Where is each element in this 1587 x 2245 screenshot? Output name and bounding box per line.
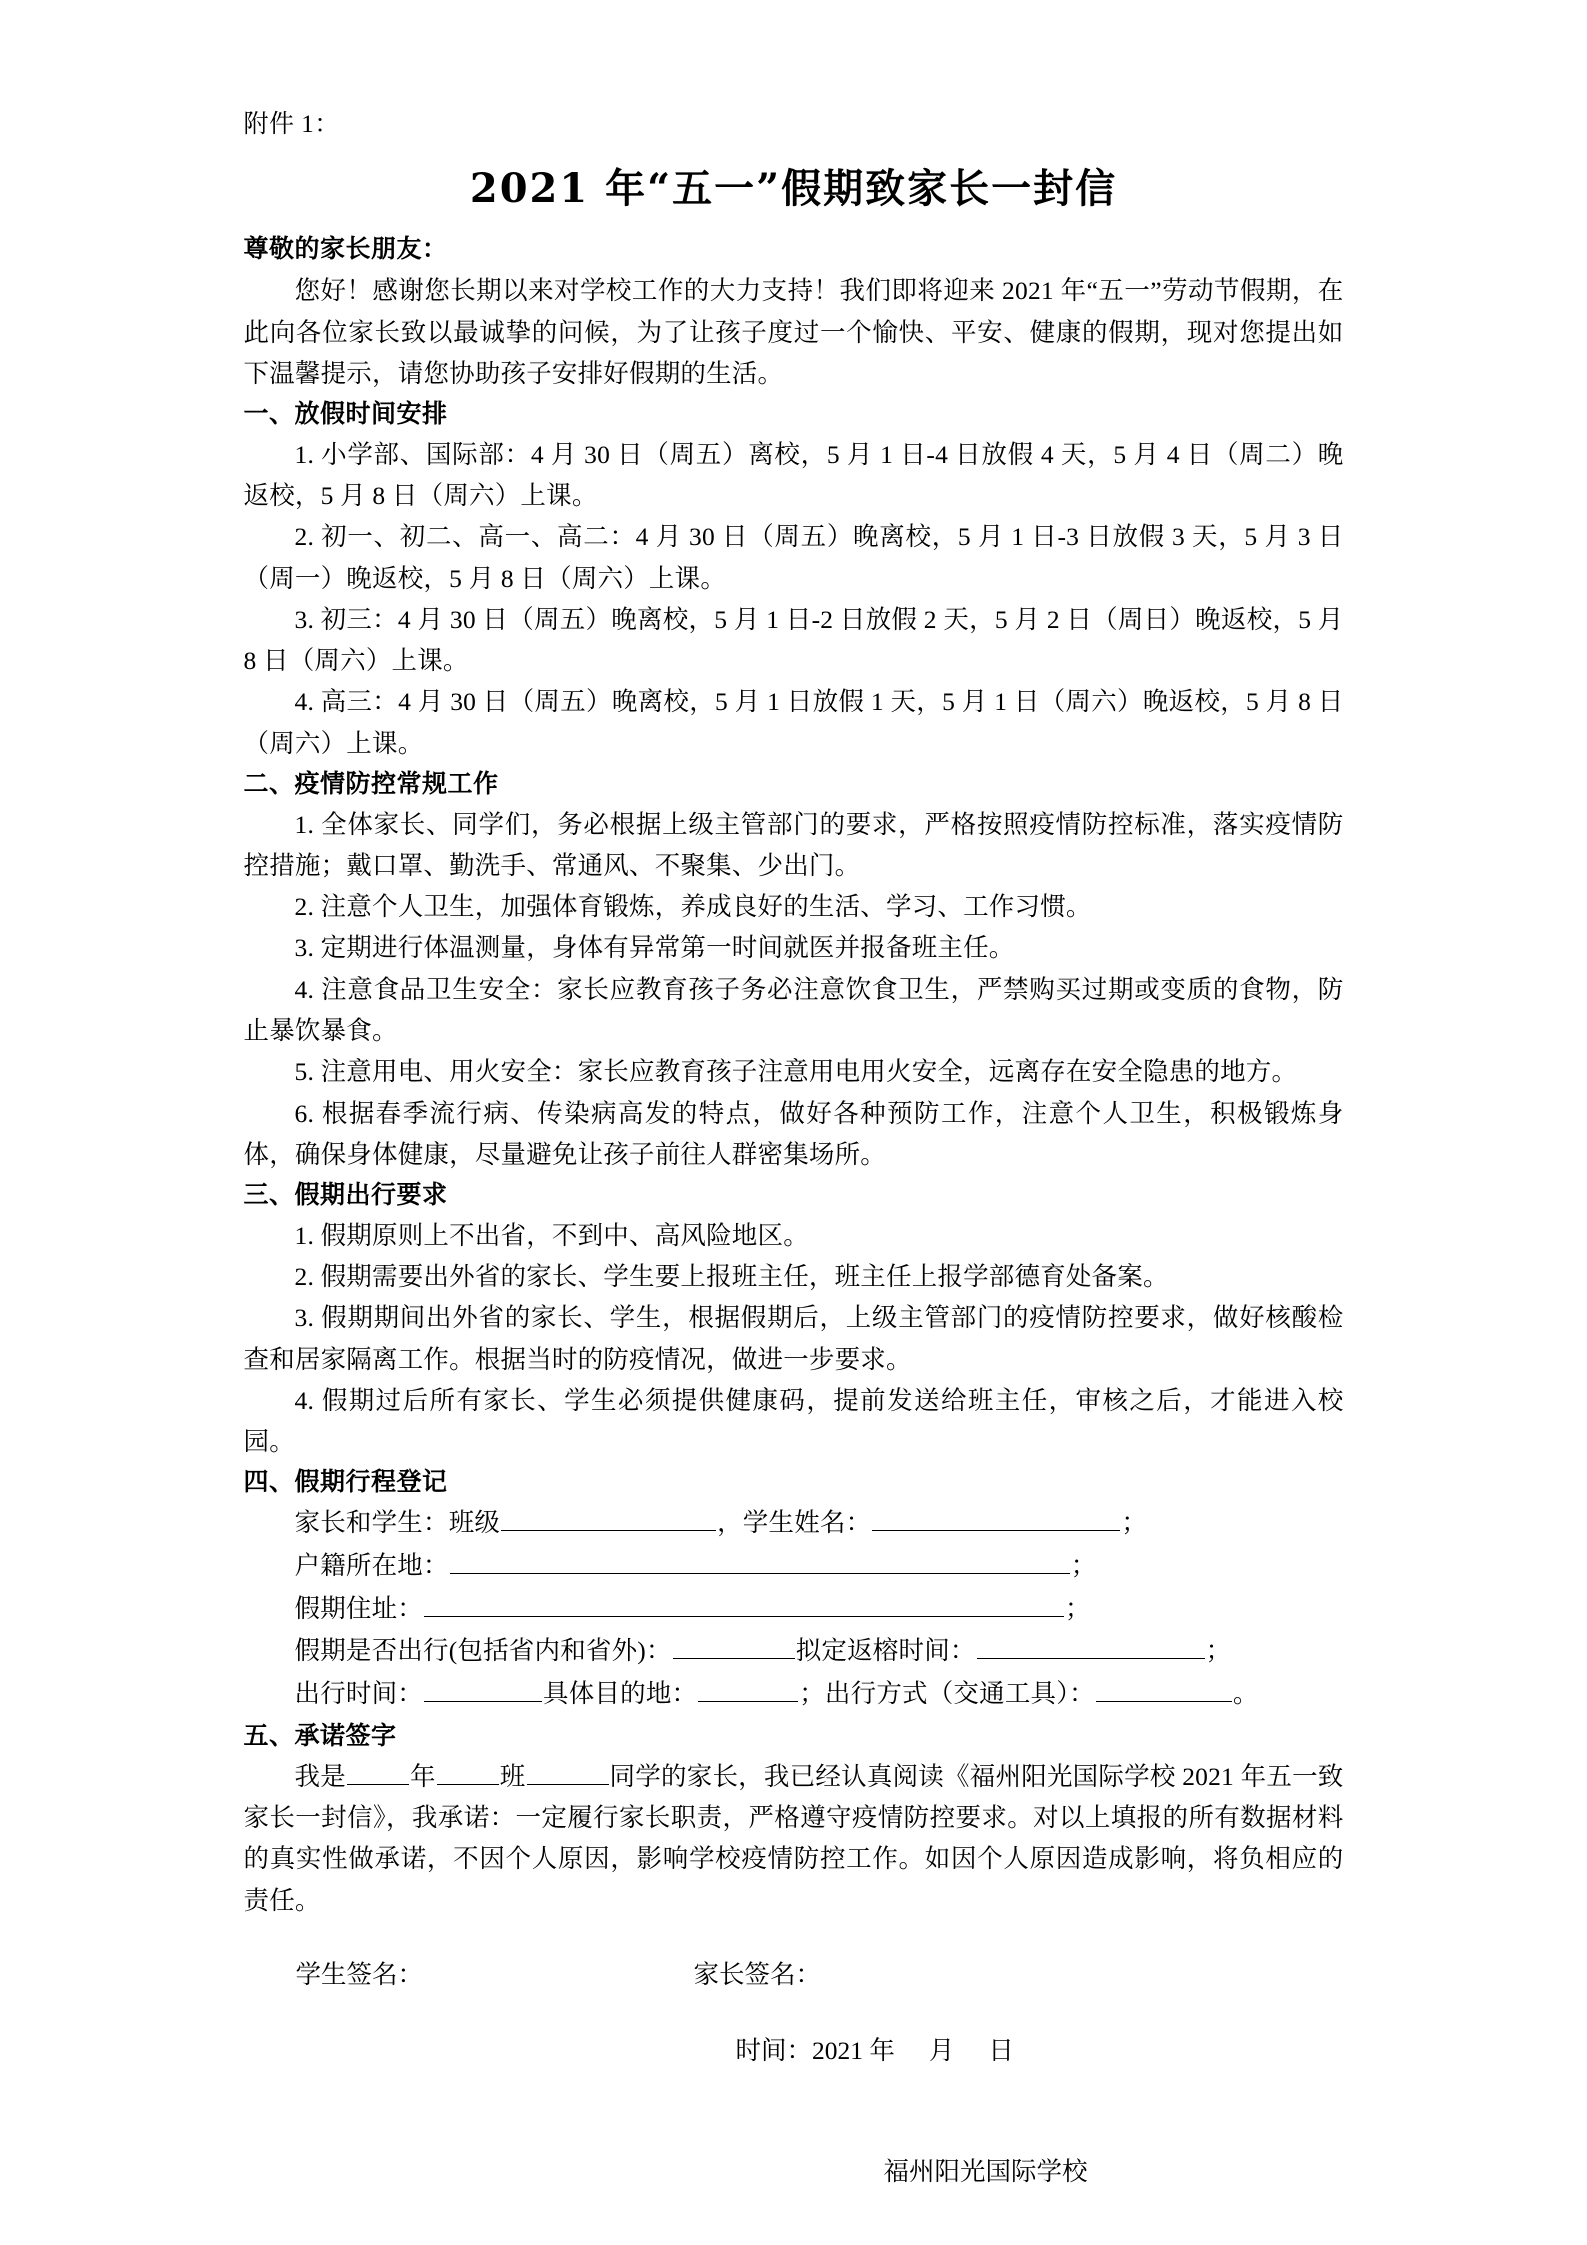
holiday-address-input[interactable] [424,1589,1064,1617]
date-row [244,2031,1344,2072]
travel-time-label: 出行时间： [294,1679,424,1709]
household-location-input[interactable] [450,1546,1070,1574]
date-prefix-label: 时间： [735,2035,813,2065]
form-row-class-and-name [244,1502,1344,1545]
form-row-holiday-address [244,1588,1344,1631]
destination-label: 具体目的地： [543,1679,698,1709]
page-title: 2021 年“五一”假期致家长一封信 [469,164,1118,212]
section-3-item: 2. 假期需要出外省的家长、学生要上报班主任，班主任上报学部德育处备案。 [294,1261,1169,1291]
return-time-label: 拟定返榕时间： [795,1636,976,1666]
parent-signature-label[interactable]: 家长签名： [693,1959,822,1989]
section-heading-2: 二、疫情防控常规工作 [243,769,499,799]
row5-terminator: 。 [1232,1679,1259,1709]
student-name-label: ，学生姓名： [717,1507,872,1537]
row2-terminator: ； [1070,1550,1097,1580]
date-month-unit: 月 [928,2035,955,2065]
transport-label: ；出行方式（交通工具）： [799,1679,1095,1709]
household-location-label: 户籍所在地： [294,1550,449,1580]
section-2-item: 5. 注意用电、用火安全：家长应教育孩子注意用电用火安全，远离存在安全隐患的地方。 [294,1057,1298,1087]
commitment-prefix: 我是 [294,1761,346,1791]
section-2-item: 3. 定期进行体温测量，身体有异常第一时间就医并报备班主任。 [294,933,1015,963]
section-1-item: 1. 小学部、国际部：4 月 30 日（周五）离校，5 月 1 日-4 日放假 4 天，5 月 4 日（周二）晚返校，5 月 8 日（周六）上课。 [243,439,1344,510]
transport-input[interactable] [1096,1675,1232,1703]
student-name-input[interactable] [872,1503,1120,1531]
form-row-household-location [244,1545,1344,1588]
section-1-item: 4. 高三：4 月 30 日（周五）晚离校，5 月 1 日放假 1 天，5 月 1 日（周六）晚返校，5 月 8 日（周六）上课。 [243,687,1344,758]
section-heading-4: 四、假期行程登记 [243,1467,448,1497]
school-name: 福州阳光国际学校 [883,2156,1088,2186]
class-unit: 班 [499,1761,526,1791]
row4-terminator: ； [1205,1636,1232,1666]
commitment-student-name-input[interactable] [527,1757,609,1785]
salutation: 尊敬的家长朋友： [243,233,448,263]
intro-paragraph: 您好！感谢您长期以来对学校工作的大力支持！我们即将迎来 2021 年“五一”劳动节假期，在此向各位家长致以最诚挚的问候，为了让孩子度过一个愉快、平安、健康的假期，现对您提出如下温馨提示，请您协助孩子安排好假期的生活。 [243,276,1344,388]
row1-terminator: ； [1121,1507,1148,1537]
section-2-item: 2. 注意个人卫生，加强体育锻炼，养成良好的生活、学习、工作习惯。 [294,892,1092,922]
section-1-item: 2. 初一、初二、高一、高二：4 月 30 日（周五）晚离校，5 月 1 日-3 日放假 3 天，5 月 3 日（周一）晚返校，5 月 8 日（周六）上课。 [243,522,1344,593]
date-day-unit: 日 [988,2035,1014,2065]
section-3-item: 1. 假期原则上不出省，不到中、高风险地区。 [294,1220,809,1250]
travel-yesno-input[interactable] [673,1632,795,1660]
signature-row [244,1955,1344,1995]
section-2-item: 1. 全体家长、同学们，务必根据上级主管部门的要求，严格按照疫情防控标准，落实疫情防控措施；戴口罩、勤洗手、常通风、不聚集、少出门。 [243,809,1344,880]
document-body [244,106,1344,2192]
commitment-paragraph [244,1756,1344,1921]
student-signature-label[interactable]: 学生签名： [295,1959,424,1989]
class-label: 家长和学生：班级 [294,1507,501,1537]
form-row-travel-details [244,1673,1344,1716]
section-3-item: 4. 假期过后所有家长、学生必须提供健康码，提前发送给班主任，审核之后，才能进入校园。 [243,1385,1344,1457]
travel-time-input[interactable] [424,1675,542,1703]
section-2-item: 6. 根据春季流行病、传染病高发的特点，做好各种预防工作，注意个人卫生，积极锻炼身体，确保身体健康，尽量避免让孩子前往人群密集场所。 [243,1098,1344,1169]
grade-year-input[interactable] [347,1757,409,1785]
row3-terminator: ； [1065,1593,1091,1623]
section-heading-3: 三、假期出行要求 [243,1180,448,1210]
travel-yesno-label: 假期是否出行(包括省内和省外)： [294,1636,672,1666]
section-1-item: 3. 初三：4 月 30 日（周五）晚离校，5 月 1 日-2 日放假 2 天，5 月 2 日（周日）晚返校，5 月 8 日（周六）上课。 [243,604,1344,676]
year-unit: 年 [409,1761,436,1791]
return-time-input[interactable] [977,1632,1205,1660]
class-input[interactable] [501,1503,716,1531]
holiday-address-label: 假期住址： [294,1593,424,1623]
section-heading-5: 五、承诺签字 [243,1721,397,1751]
section-2-item: 4. 注意食品卫生安全：家长应教育孩子务必注意饮食卫生，严禁购买过期或变质的食物，防止暴饮暴食。 [243,974,1344,1045]
section-heading-1: 一、放假时间安排 [243,399,448,429]
destination-input[interactable] [698,1675,798,1703]
class-number-input[interactable] [437,1757,499,1785]
attachment-tag: 附件 1： [243,111,340,138]
date-year: 2021 年 [812,2035,895,2065]
commitment-body: 同学的家长，我已经认真阅读《福州阳光国际学校 2021 年五一致家长一封信》，我承诺：一定履行家长职责，严格遵守疫情防控要求。对以上填报的所有数据材料的真实性做承诺，不因个人原因，影响学校疫情防控工作。如因个人原因造成影响，将负相应的责任。 [243,1761,1344,1915]
section-3-item: 3. 假期期间出外省的家长、学生，根据假期后，上级主管部门的疫情防控要求，做好核酸检查和居家隔离工作。根据当时的防疫情况，做进一步要求。 [243,1303,1344,1374]
form-row-travel-yesno [244,1630,1344,1673]
